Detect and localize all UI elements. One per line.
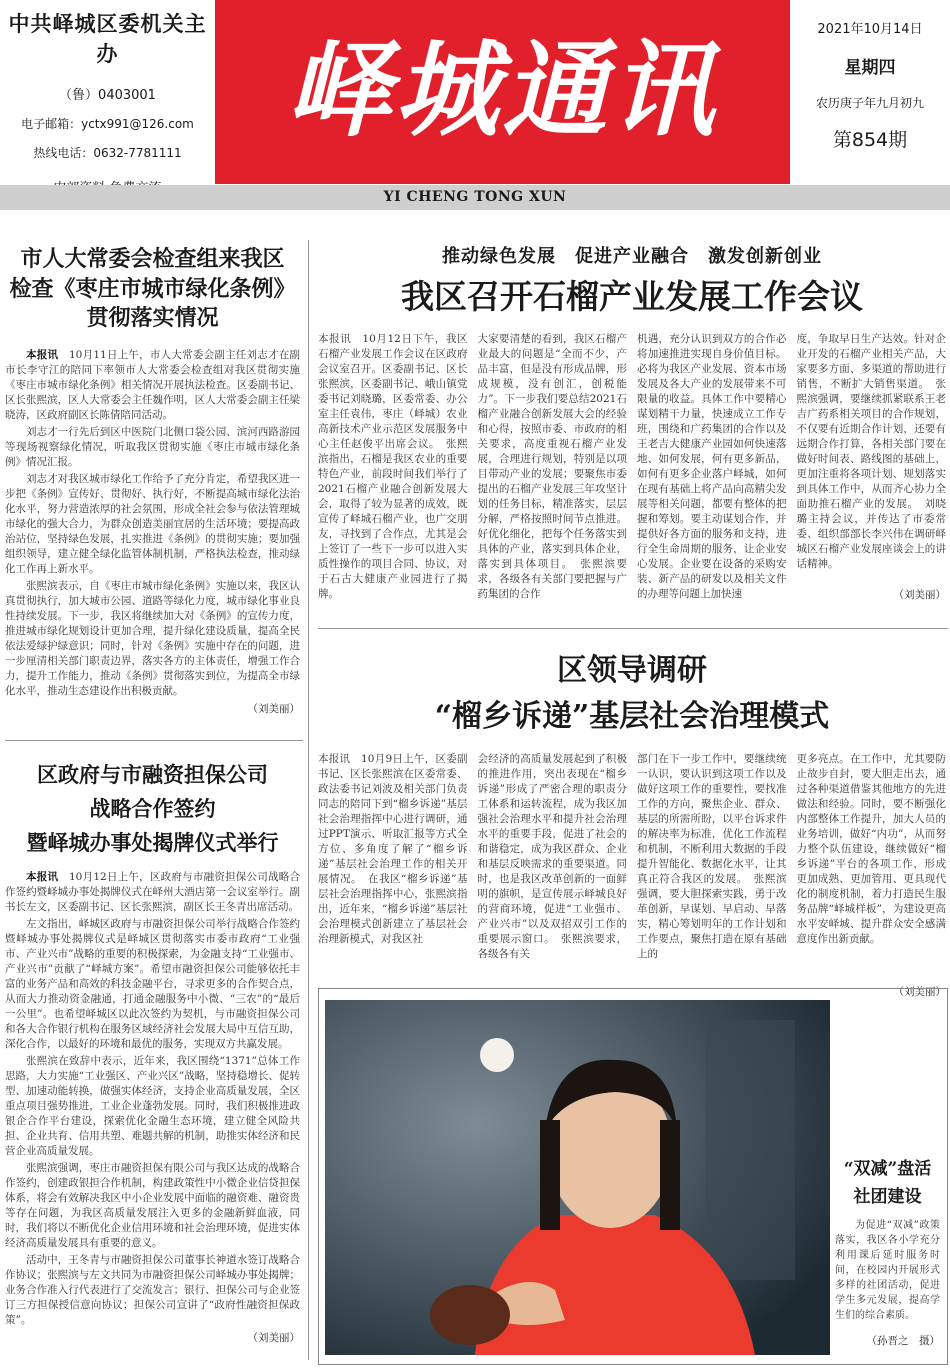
player-hair-side	[540, 1120, 560, 1230]
column: 大家要清楚的看到，我区石榴产业最大的问题是“全而不少，产品丰富，但是没有形成品牌，形成规模，没有创汇，创税能力”。下一步我们要总结2021石榴产业融合创新发展大会的经验和心得，按照市委、市政府的相关要求，高度重视石榴产业发展，合理进行规划，特别是以项目带动产业的发展；要聚焦市委提出的石榴产业发展三年攻坚计划的任务目标，精准落实，层层分解，严格按照时间节点推进。好优化细化，把每个任务落实到具体的产业，落实到具体企业，落实到具体项目。 张熙滨要求，各级各有关部门要把握与广药集团的合作	[477, 332, 627, 600]
caption-title-line-1: “双减”盘活	[843, 1159, 932, 1179]
headline-line-3: 贯彻落实情况	[86, 305, 219, 332]
column: 部门在下一步工作中，要继续统一认识，要认识到这项工作以及做好这项工作的重要性，要找准工作的方向，聚焦企业、群众、基层的所需所盼，以平台诉求件的解决率为标准，优化工作流程和机制，不断利用大数据的手段提升智能化、数据化水平，让其真正符合我区的发展。 张熙滨强调，要大胆探索实践，勇于改革创新，早谋划、早启动、早落实，精心筹划明年的工作计划和工作要点，聚焦打造在原有基础上的	[637, 753, 787, 960]
paragraph: 10月12日上午，区政府与市融资担保公司战略合作签约暨峄城办事处揭牌仪式在峄州大酒店第一会议室举行。副书长左文，区委副书记、区长张熙滨，副区长王冬青出席活动。	[5, 871, 301, 913]
caption-title-line-2: 社团建设	[853, 1187, 922, 1207]
photo-caption-body: 为促进“双减”政策落实，我区各小学充分利用课后延时服务时间，在校园内开展形式多样的社团活动，促进学生多元发展，提高学生们的综合素质。	[835, 1220, 940, 1321]
byline: （刘美丽）	[893, 588, 946, 601]
weekday: 星期四	[844, 58, 896, 78]
photo-caption-title	[835, 1155, 940, 1211]
headline-line-2: 战略合作签约	[89, 796, 216, 821]
article-financing-guarantee	[5, 758, 300, 1345]
lead-tag: 本报讯	[26, 349, 59, 362]
column: 会经济的高质量发展起到了积极的推进作用，突出表现在“榴乡诉递”形成了严密合理的职责分工体系和运转流程，成为我区加强社会治理水平和提升社会治理水平的重要手段，促进了社会的和谐稳定，成为我区群众、企业和基层反映需求的重要渠道。同时，也是我区改革创新的一面鲜明的旗帜，是宣传展示峄城良好的营商环境，促进“工业强市、产业兴市”以及双招双引工作的重要展示窗口。 张熙滨要求，各级各有关	[477, 753, 627, 960]
photo-table-tennis	[325, 1000, 830, 1355]
byline: （刘美丽）	[247, 703, 300, 716]
issue-number: 第854期	[832, 129, 908, 151]
headline-line-2: “榴乡诉递”基层社会治理模式	[434, 699, 830, 734]
article-body	[5, 870, 300, 1328]
column: 机遇，充分认识到双方的合作必将加速推进实现自身价值目标。必将为我区产业发展、资本市场发展及各大产业的发展带来不可限量的收益。具体工作中要精心谋划精干力量，快速成立工作专班，围绕和广药集团的合作以及王老吉大健康产业园如何快速落地、如何发展，何有更多新品，如何有更多企业落户峄城，如何在现有基础上将产品向高精尖发展等相关问题，都要有整体的把握和筹划。要主动谋划合作，并提供好各方面的服务和支持，进行全生命周期的服务，让企业安心发展。企业要在设备的采购安装、新产品的研发以及相关文件的办理等问题上加快速	[637, 332, 787, 600]
paragraph: 张熙滨在致辞中表示，近年来，我区围绕“1371”总体工作思路，大力实施“工业强区、产业兴区”战略，坚持稳增长、促转型、加速动能转换，做强实体经济，支持企业高质量发展，全区重点项目强势推进，工业企业蓬勃发展。同时，我们积极推进政银企合作平台建设，探索优化金融生态环境，建立健全风险共担、企业共育、信用共塑、难题共解的机制，助推实体经济和民营企业高质量发展。	[5, 1055, 300, 1157]
masthead-left	[0, 0, 215, 184]
headline	[5, 758, 300, 860]
article-columns	[318, 752, 946, 984]
headline	[318, 648, 946, 740]
column: 本报讯 10月9日上午，区委副书记、区长张熙滨在区委常委、政法委书记刘波及相关部门负责同志的陪同下到“榴乡诉递”基层社会治理指挥中心进行调研，通过PPT演示、听取汇报等方式全方位、多角度了解了“榴乡诉递”基层社会治理工作的相关开展情况。 在我区“榴乡诉递”基层社会治理指挥中心，张熙滨指出，近年来，“榴乡诉递”基层社会治理模式创新建立了基层社会治理新模式，对我区社	[318, 753, 468, 945]
article-body	[5, 348, 300, 699]
issue-date: 2021年10月14日	[817, 22, 923, 37]
pinyin-bar: YI CHENG TONG XUN	[0, 185, 950, 210]
article-pomegranate-meeting	[318, 245, 946, 602]
paragraph: 张熙滨强调，枣庄市融资担保有限公司与我区达成的战略合作签约，创建政银担合作机制，构建政策性中小微企业信贷担保体系，将会有效解决我区中小企业发展中面临的融资难、融资贵等存在问题，为我区高质量发展注入更多的金融新鲜血液，同时，我们将以不断优化企业信用环境和社会治理环境，促进实体经济高质量发展具有重要的意义。	[5, 1162, 300, 1249]
divider	[318, 628, 948, 629]
ping-pong-ball	[480, 1038, 514, 1072]
sponsor-org: 中共峄城区委机关主办	[8, 11, 207, 66]
lunar-date: 农历庚子年九月初九	[815, 96, 924, 110]
column: 本报讯 10月12日下午，我区石榴产业发展工作会议在区政府会议室召开。区委副书记、区长张熙滨，区委副书记、峨山镇党委书记刘晓璐，区委常委、办公室主任袁伟，枣庄（峄城）农业高新技术产业示范区发展服务中心主任赵俊平出席会议。 张熙滨指出，石榴是我区农业的重要特色产业，前段时间我们举行了2021石榴产业融合创新发展大会，取得了较为显著的成效，既宣传了峄城石榴产业，也广交朋友，寻找到了合作点，尤其是会上签订了一些下一步可以进入实质性操作的项目合同、协议，对于石古大健康产业园进行了揭牌。	[318, 332, 468, 600]
headline-line-2: 检查《枣庄市城市绿化条例》	[9, 275, 296, 302]
photo-illustration	[325, 1000, 830, 1355]
player-hair-side	[660, 1120, 680, 1230]
headline-line-3: 暨峄城办事处揭牌仪式举行	[26, 830, 279, 855]
paragraph: 张熙滨表示，自《枣庄市城市绿化条例》实施以来，我区认真贯彻执行，加大城市公园、道路等绿化力度，城市绿化事业良性持续发展。下一步，我区将继续加大对《条例》的宣传力度，推进城市绿化规划设计更加合理，提升绿化建设质量，提高全民依法爱绿护绿意识；同时，针对《条例》实施中存在的问题，进一步厘清相关部门职责边界，落实各方的主体责任，增强工作合力，提升工作能力，推动《条例》贯彻落实到位，为提高全市绿化水平，推动生态建设作出积极贡献。	[5, 580, 300, 698]
paragraph: 活动中，王冬青与市融资担保公司董事长神道水签订战略合作协议；张熙滨与左文共同为市融资担保公司峄城办事处揭牌；业务合作准入行代表进行了交流发言；银行、担保公司与企业签订三方担保授信意向协议；担保公司宣讲了“政府性融资担保政策”。	[5, 1254, 300, 1326]
divider	[308, 240, 309, 1360]
article-governance-research	[318, 648, 946, 999]
byline: （刘美丽）	[247, 1332, 300, 1344]
photo-credit: （孙晋之 摄）	[866, 1335, 940, 1347]
paragraph: 刘志才一行先后到区中医院门北侧口袋公园、滨河西路游园等现场视察绿化情况，听取我区贯彻实施《枣庄市城市绿化条例》情况汇报。	[5, 426, 300, 469]
divider	[5, 740, 303, 741]
headline-line-1: 区领导调研	[557, 653, 707, 688]
headline-line-1: 区政府与市融资担保公司	[37, 762, 268, 787]
paragraph: 刘志才对我区城市绿化工作给予了充分肯定，希望我区进一步把《条例》宣传好、贯彻好、执行好，不断提高城市绿化法治化水平，努力营造浓厚的社会氛围，形成全社会参与依法管理城市绿化的强大合力，为群众创造美丽宜居的生活环境；要提高政治站位，坚持绿色发展，扎实推进《条例》的贯彻实施；要加强组织领导，建立健全绿化监管体制机制，严格执法检查，推动绿化工作再上新水平。	[5, 473, 300, 576]
column: 度，争取早日生产达效。针对企业开发的石榴产业相关产品，大家要多方面、多渠道的帮助进行销售，不断扩大销售渠道。 张熙滨强调，要继续抓紧联系王老吉广药系相关项目的合作规划，不仅要有近期合作计划，还要有远期合作打算，各相关部门要在做好时间表、路线图的基础上，更加注重将各项计划、规划落实到具体工作中，从而齐心协力全面助推石榴产业的发展。 刘晓璐主持会议，并传达了市委常委、组织部部长李兴伟在调研峄城区石榴产业发展座谈会上的讲话精神。	[796, 332, 946, 570]
byline: （刘美丽）	[893, 986, 946, 998]
article-greening-inspection	[5, 245, 300, 716]
registration-number: （鲁）0403001	[59, 88, 156, 103]
lead-tag: 本报讯	[26, 871, 59, 883]
kicker: 推动绿色发展 促进产业融合 激发创新创业	[442, 246, 822, 267]
paddle	[430, 1285, 510, 1345]
email: 电子邮箱：yctx991@126.com	[21, 117, 194, 131]
masthead-right	[790, 0, 950, 184]
phone: 热线电话：0632-7781111	[33, 146, 182, 160]
paragraph: 10月11日上午，市人大常委会副主任刘志才在副市长李守江的陪同下率领市人大常委会检查组对我区贯彻实施《枣庄市城市绿化条例》相关情况开展执法检查。区委副书记、区长张熙滨，区人大常委会主任魏作明，区人大常委会副主任梁晓涛，区政府副区长陈倩陪同活动。	[5, 349, 301, 422]
background-figure	[705, 1020, 795, 1280]
headline: 我区召开石榴产业发展工作会议	[401, 277, 863, 317]
masthead-banner	[215, 0, 790, 184]
headline-line-1: 市人大常委会检查组来我区	[20, 246, 285, 272]
newspaper-title-logo: 峄城通讯	[286, 29, 719, 151]
headline	[5, 245, 300, 334]
paragraph: 左文指出，峄城区政府与市融资担保公司举行战略合作签约暨峄城办事处揭牌仪式是峄城区贯彻落实市委市政府“工业强市、产业兴市”战略的重要的积极探索，为金融支持“工业强市、产业兴市”贡献了“峄城方案”。希望市融资担保公司能够依托丰富的业务产品和高效的科技金融平台，寻求更多的合作契合点，从而大力推动资金融通，打通金融服务中小微、“三农”的“最后一公里”。也希望峄城区以此次签约为契机，与市融资担保公司和各大合作银行机构在服务区域经济社会发展大局中互信互助，深化合作，以最好的环境和最优的服务，实现双方共赢发展。	[5, 918, 300, 1050]
column: 更多亮点。在工作中，尤其要防止故步自封，要大胆走出去，通过各种渠道借鉴其他地方的先进做法和经验。同时，要不断强化内部整体工作提升，加大人员的业务培训，做好“内功”，从而努力整个队伍建设，继续做好“榴乡诉递”平台的各项工作，形成更加成熟、更加管用、更具现代化的制度机制，着力打造民生服务品牌“峄城样板”，为建设更高水平安峄城、提升群众安全感满意度作出新贡献。	[796, 753, 946, 945]
